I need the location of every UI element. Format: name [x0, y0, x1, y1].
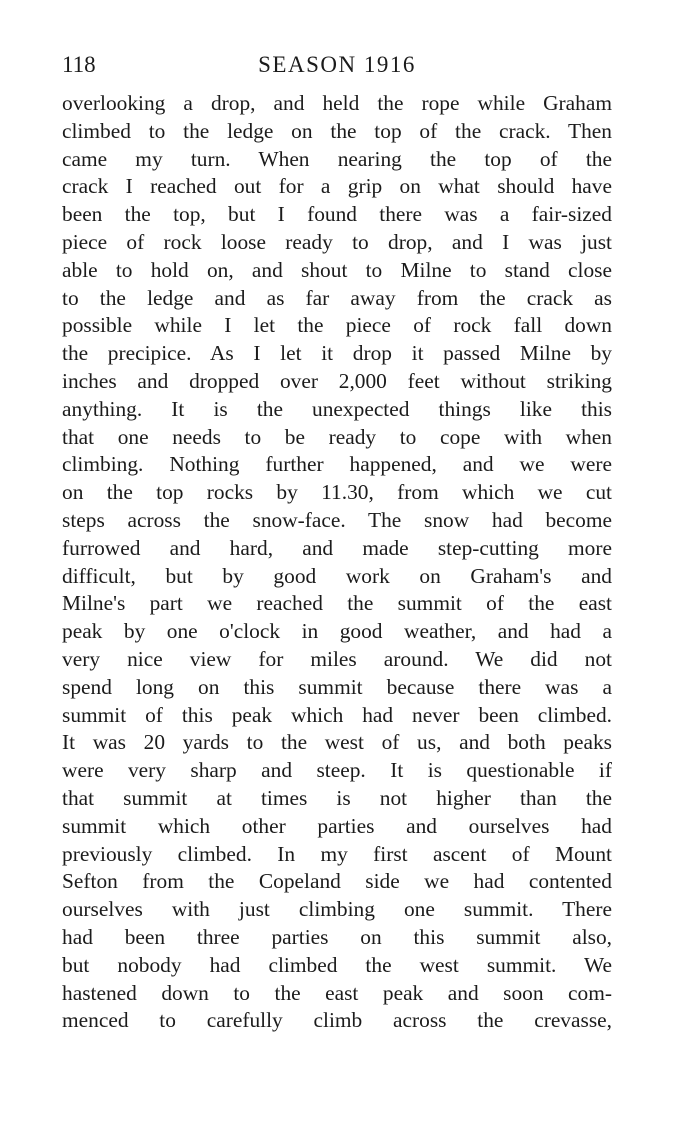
text-line: ourselves with just climbing one summit. There — [62, 897, 612, 922]
page-number: 118 — [62, 52, 96, 77]
text-line: menced to carefully climb across the crevasse, — [62, 1008, 612, 1033]
text-line: came my turn. When nearing the top of the — [62, 146, 612, 171]
text-line: had been three parties on this summit also, — [62, 924, 612, 949]
text-line: very nice view for miles around. We did not — [62, 646, 612, 671]
running-title: SEASON 1916 — [258, 52, 416, 77]
text-line: overlooking a drop, and held the rope while Graham — [62, 91, 612, 115]
text-line: that summit at times is not higher than the — [62, 785, 612, 810]
text-line: to the ledge and as far away from the crack as — [62, 285, 612, 310]
text-line: but nobody had climbed the west summit. We — [62, 952, 612, 977]
text-line: It was 20 yards to the west of us, and both peaks — [62, 730, 612, 755]
body-text — [62, 90, 612, 1035]
text-line: Sefton from the Copeland side we had contented — [62, 869, 612, 894]
text-line: the precipice. As I let it drop it passed Milne by — [62, 341, 612, 366]
text-line: able to hold on, and shout to Milne to stand close — [62, 257, 612, 282]
text-line: climbing. Nothing further happened, and we were — [62, 452, 612, 477]
text-line: on the top rocks by 11.30, from which we cut — [62, 480, 612, 505]
text-line: summit of this peak which had never been climbed. — [62, 702, 612, 727]
text-line: summit which other parties and ourselves had — [62, 813, 612, 838]
text-line: climbed to the ledge on the top of the crack. Then — [62, 118, 612, 143]
text-line: difficult, but by good work on Graham's and — [62, 563, 612, 588]
text-line: furrowed and hard, and made step-cutting more — [62, 535, 612, 560]
text-line: anything. It is the unexpected things like this — [62, 396, 612, 421]
text-line: Milne's part we reached the summit of the east — [62, 591, 612, 616]
text-line: steps across the snow-face. The snow had become — [62, 507, 612, 532]
text-line: spend long on this summit because there was a — [62, 674, 612, 699]
text-line: peak by one o'clock in good weather, and had a — [62, 619, 612, 644]
text-line: inches and dropped over 2,000 feet without striking — [62, 368, 612, 393]
text-line: been the top, but I found there was a fair-sized — [62, 202, 612, 227]
text-line: hastened down to the east peak and soon com- — [62, 980, 612, 1005]
text-line: previously climbed. In my first ascent of Mount — [62, 841, 612, 866]
text-line: crack I reached out for a grip on what should have — [62, 174, 612, 199]
page-header — [62, 50, 612, 80]
text-line: possible while I let the piece of rock fall down — [62, 313, 612, 338]
text-line: were very sharp and steep. It is questionable if — [62, 758, 612, 783]
text-line: that one needs to be ready to cope with when — [62, 424, 612, 449]
text-line: piece of rock loose ready to drop, and I was just — [62, 229, 612, 254]
